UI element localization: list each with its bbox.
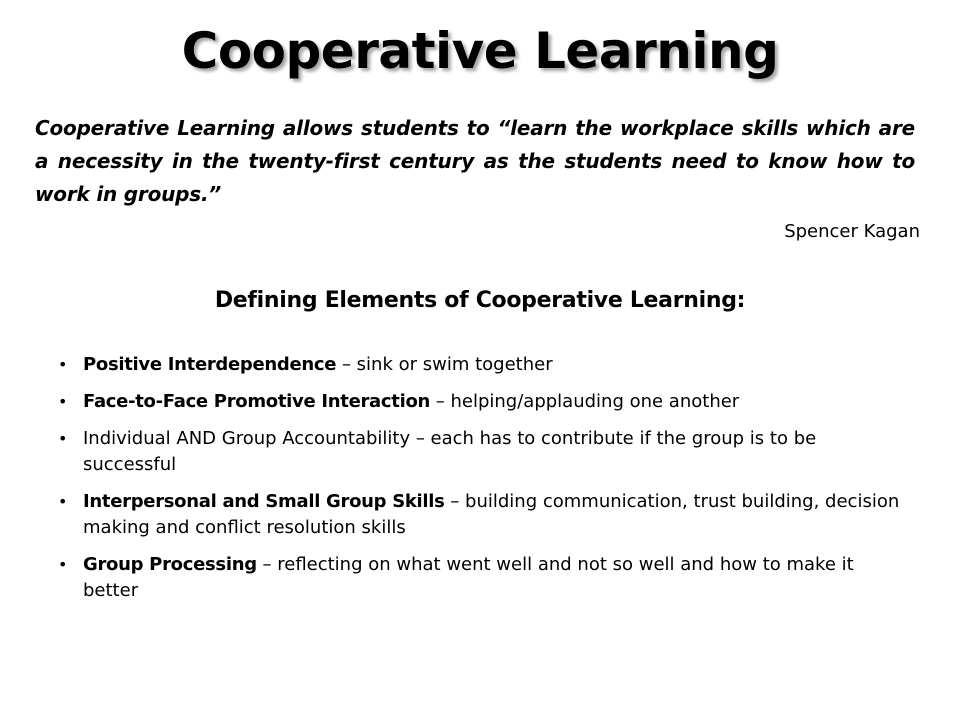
list-item (58, 552, 908, 604)
bullet-icon: • (58, 492, 68, 511)
list-item (58, 489, 908, 541)
elements-list (58, 352, 908, 615)
bullet-icon: • (58, 429, 68, 448)
list-item (58, 426, 908, 478)
list-item (58, 389, 908, 415)
quote-attribution: Spencer Kagan (784, 221, 920, 242)
item-term: Interpersonal and Small Group Skills (83, 491, 445, 512)
item-description: – helping/applauding one another (430, 391, 740, 412)
item-description: – building communication, trust building, decision making and conflict resolution skills (83, 491, 900, 538)
item-description: – sink or swim together (336, 354, 553, 375)
section-heading: Defining Elements of Cooperative Learning: (214, 288, 746, 313)
item-description: Individual AND Group Accountability – each has to contribute if the group is to be successful (83, 428, 817, 475)
slide-title: Cooperative Learning (181, 22, 779, 80)
bullet-icon: • (58, 355, 68, 374)
list-item (58, 352, 908, 378)
item-term: Positive Interdependence (83, 354, 337, 375)
item-term: Group Processing (83, 554, 257, 575)
item-description: – reflecting on what went well and not so well and how to make it better (83, 554, 854, 601)
bullet-icon: • (58, 555, 68, 574)
quote-text: Cooperative Learning allows students to “learn the workplace skills which are a necessity in the twenty-first century as the students need to know how to work in groups.” (35, 116, 915, 206)
item-term: Face-to-Face Promotive Interaction (83, 391, 431, 412)
bullet-icon: • (58, 392, 68, 411)
